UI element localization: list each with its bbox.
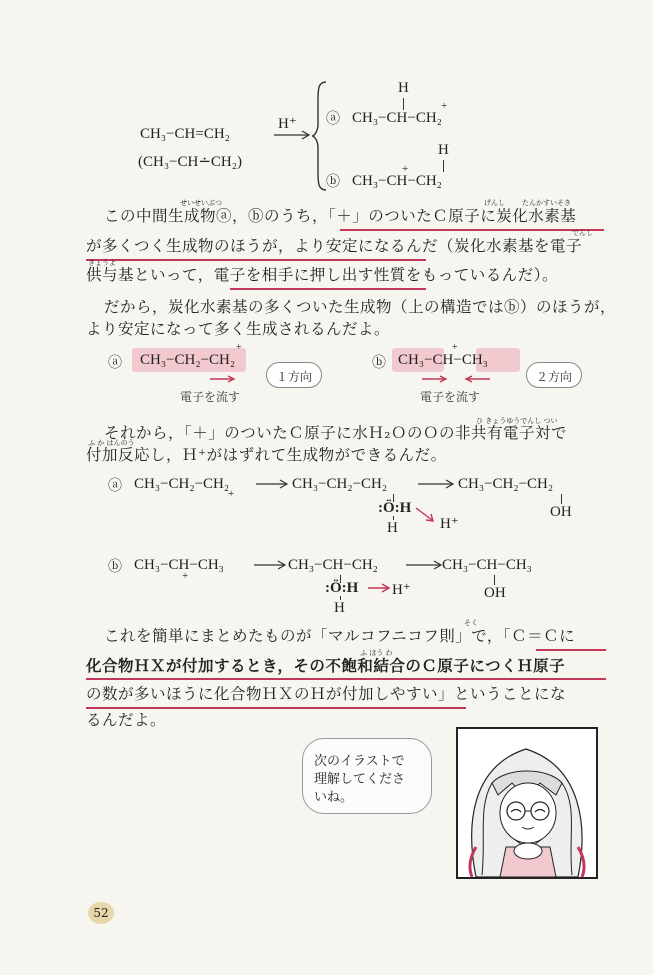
mech-a-arrow2	[418, 478, 458, 490]
donor-a-arrow	[208, 374, 238, 384]
ruby-hikyouyuu: ひ きょうゆうでんし つい	[476, 417, 558, 425]
propene-formula: CH₃−CH=CH₂	[140, 126, 230, 142]
mech-a-step3: CH₃−CH₂−CH₂	[458, 476, 554, 492]
ruby-tankasuiso: たんかすいそき	[522, 199, 571, 207]
donor-a-plus: +	[236, 342, 242, 353]
mech-b-step2: CH₃−CH−CH₂	[288, 557, 378, 573]
product-a-label: ⓐ	[326, 112, 340, 127]
mech-b-step3: CH₃−CH−CH₃	[442, 557, 532, 573]
ruby-genshi: げんし	[484, 199, 505, 207]
mech-b-arrow1	[254, 559, 290, 571]
para1-line1: この中間生成物ⓐ，ⓑのうち，「＋」のついたＣ原子に炭化水素基	[104, 207, 577, 225]
donor-a-caption: 電子を流す	[180, 390, 241, 404]
mech-a-hplus: H⁺	[440, 516, 459, 532]
speech-line1: 次のイラストで	[314, 754, 405, 769]
reaction-arrow	[272, 128, 314, 142]
ruby-fuhouwa: ふ ほう わ	[360, 649, 393, 657]
product-a-formula: CH₃−CH−CH₂	[352, 110, 442, 126]
donor-b-badge-text: ２方向	[536, 370, 573, 384]
product-b-plus: +	[402, 163, 409, 175]
reagent-h-plus: H⁺	[278, 116, 297, 132]
speech-line3: いね。	[314, 790, 354, 805]
product-b-label: ⓑ	[326, 175, 340, 190]
para4-underline1	[536, 649, 606, 651]
mech-b-h-arrow	[368, 582, 394, 594]
mech-a-oh: OH	[550, 504, 572, 520]
para1-underline2	[86, 259, 426, 261]
para1-underline1	[340, 229, 604, 231]
para4-line3: の数が多いほうに化合物ＨＸのＨが付加しやすい」ということにな	[86, 685, 567, 703]
donor-b-plus: +	[452, 342, 458, 353]
donor-b-arrow-right	[462, 374, 492, 384]
mech-a-step1: CH₃−CH₂−CH₂	[134, 476, 230, 492]
speech-line2: 理解してくださ	[314, 772, 406, 787]
mech-b-step1: CH₃−CH−CH₃	[134, 557, 224, 573]
para3-line2: 付加反応し，Ｈ⁺がはずれて生成物ができるんだ。	[86, 446, 447, 464]
mech-b-water-h: H	[334, 600, 345, 616]
para2-line1: だから，炭化水素基の多くついた生成物（上の構造ではⓑ）のほうが，	[104, 298, 617, 316]
product-b-formula: CH₃−CH−CH₂	[352, 173, 442, 189]
para4-underline3	[86, 707, 466, 709]
ruby-denshi: でんし	[572, 229, 593, 237]
para4-line1: これを簡単にまとめたものが「マルコフニコフ則」で，「Ｃ＝Ｃに	[104, 627, 576, 645]
page-number: 52	[88, 902, 114, 924]
donor-b-arrow-left	[420, 374, 450, 384]
donor-b-formula: CH₃−CH−CH₃	[398, 352, 488, 368]
product-b-bond	[443, 160, 444, 172]
ruby-fuka: ふ か はんのう	[88, 439, 135, 447]
mech-a-h-arrow	[414, 506, 440, 524]
product-a-bond	[403, 98, 404, 110]
ruby-soku: そく	[464, 619, 478, 627]
mech-a-label: ⓐ	[108, 479, 122, 494]
mech-a-water: :Ö:H	[378, 500, 412, 516]
mech-a-arrow1	[256, 478, 292, 490]
mech-b-plus: +	[182, 570, 189, 582]
mech-b-oh-bond	[494, 575, 495, 585]
para1-line2: が多くつく生成物のほうが，より安定になるんだ（炭化水素基を電子	[86, 237, 583, 255]
mech-a-plus: +	[228, 488, 235, 500]
donor-a-label: ⓐ	[108, 356, 122, 371]
mech-a-oh-bond	[561, 494, 562, 504]
para4-line2: 化合物ＨＸが付加するとき，その不飽和結合のＣ原子につくＨ原子	[86, 656, 566, 675]
mech-a-step2: CH₃−CH₂−CH₂	[292, 476, 388, 492]
product-a-h: H	[398, 80, 409, 96]
propene-alt-formula: (CH₃−CH∸CH₂)	[138, 154, 242, 170]
para4-underline2	[86, 678, 606, 680]
para1-line3: 供与基といって，電子を相手に押し出す性質をもっているんだ）。	[86, 266, 558, 284]
ruby-seiseibutsu: せいせいぶつ	[180, 199, 222, 207]
mech-b-arrow2	[406, 559, 446, 571]
donor-b-caption: 電子を流す	[420, 390, 481, 404]
donor-b-label: ⓑ	[372, 356, 386, 371]
para2-line2: より安定になって多く生成されるんだよ。	[86, 320, 391, 338]
product-b-h: H	[438, 142, 449, 158]
para4-line4: るんだよ。	[86, 711, 167, 729]
donor-a-formula: CH₃−CH₂−CH₂	[140, 352, 236, 368]
product-a-plus: +	[441, 100, 448, 112]
character-illustration	[456, 727, 598, 879]
mech-a-water-h: H	[387, 520, 398, 536]
mech-b-hplus: H⁺	[392, 582, 411, 598]
mech-b-label: ⓑ	[108, 560, 122, 575]
mech-b-oh: OH	[484, 585, 506, 601]
donor-a-badge-text: １方向	[276, 370, 313, 384]
mech-b-water: :Ö:H	[325, 580, 359, 596]
para3-line1: それから，「＋」のついたＣ原子に水Ｈ₂ＯのＯの非共有電子対で	[104, 424, 567, 442]
para1-underline3	[230, 288, 426, 290]
ruby-kyoyo: きょうよ	[88, 259, 116, 267]
